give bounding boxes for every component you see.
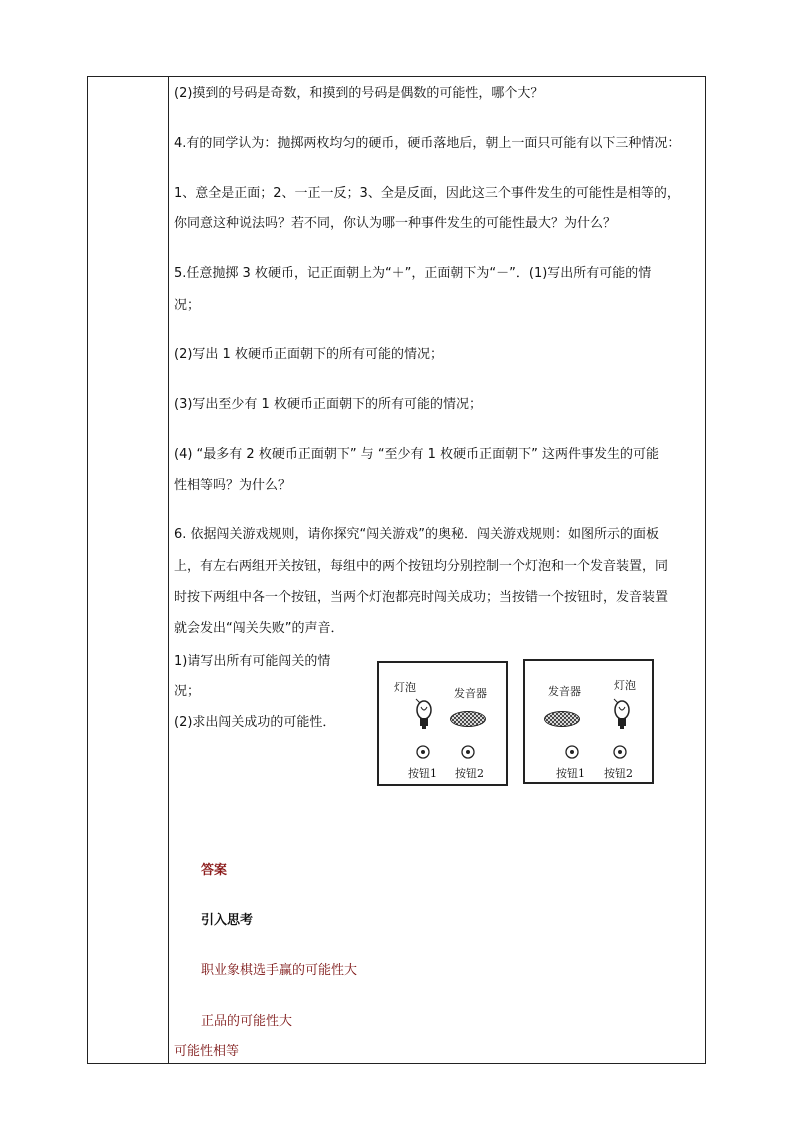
q5-part2: (2)写出 1 枚硬币正面朝下的所有可能的情况； [174,347,443,362]
q6-part1-line2: 况； [174,684,201,699]
button1-icon[interactable] [416,745,430,759]
button2-icon[interactable] [613,745,627,759]
q6-line2: 上，有左右两组开关按钮，每组中的两个按钮均分别控制一个灯泡和一个发音装置，同 [174,559,669,574]
q4-line2: 1、意全是正面；2、一正一反；3、全是反面，因此这三个事件发生的可能性是相等的， [174,186,680,201]
button1-icon[interactable] [565,745,579,759]
buzzer-label: 发音器 [548,685,581,698]
q5-part3: (3)写出至少有 1 枚硬币正面朝下的所有可能的情况； [174,397,482,412]
q4-line3: 你同意这种说法吗？若不同，你认为哪一种事件发生的可能性最大？为什么？ [174,216,617,231]
q6-part1-line1: 1)请写出所有可能闯关的情 [174,654,331,669]
q4-line1: 4.有的同学认为：抛掷两枚均匀的硬币，硬币落地后，朝上一面只可能有以下三种情况： [174,136,681,151]
light-bulb-icon [613,697,631,731]
button1-label: 按钮1 [556,767,585,780]
light-bulb-icon [415,697,433,731]
answer-item-2: 正品的可能性大 [201,1014,293,1029]
buzzer-icon [543,710,581,728]
button2-icon[interactable] [461,745,475,759]
answer-item-1: 职业象棋选手赢的可能性大 [201,963,358,978]
q5-part4-line1: (4) “最多有 2 枚硬币正面朝下” 与 “至少有 1 枚硬币正面朝下” 这两件事发生的可能 [174,447,659,462]
bulb-label: 灯泡 [614,679,636,692]
q5-line2: 况； [174,298,201,313]
button2-label: 按钮2 [604,767,633,780]
panel-left [377,661,508,786]
panel-right [523,659,654,784]
buzzer-label: 发音器 [454,687,487,700]
q6-line4: 就会发出“闯关失败”的声音． [174,621,344,636]
answer-item-3: 可能性相等 [174,1044,240,1059]
answer-section-title: 引入思考 [201,913,254,928]
q6-part2: (2)求出闯关成功的可能性． [174,715,336,730]
button1-label: 按钮1 [408,767,437,780]
buzzer-icon [449,710,487,728]
q3-part2: (2)摸到的号码是奇数，和摸到的号码是偶数的可能性，哪个大？ [174,86,544,101]
q6-line3: 时按下两组中各一个按钮，当两个灯泡都亮时闯关成功；当按错一个按钮时，发音装置 [174,590,669,605]
q5-line1: 5.任意抛掷 3 枚硬币，记正面朝上为“＋”，正面朝下为“－”．(1)写出所有可能的情 [174,266,652,281]
q6-line1: 6. 依据闯关游戏规则，请你探究“闯关游戏”的奥秘．闯关游戏规则：如图所示的面板 [174,527,660,542]
column-divider [168,77,169,1063]
q5-part4-line2: 性相等吗？为什么？ [174,478,292,493]
bulb-label: 灯泡 [394,681,416,694]
button2-label: 按钮2 [455,767,484,780]
answer-heading: 答案 [201,863,228,878]
